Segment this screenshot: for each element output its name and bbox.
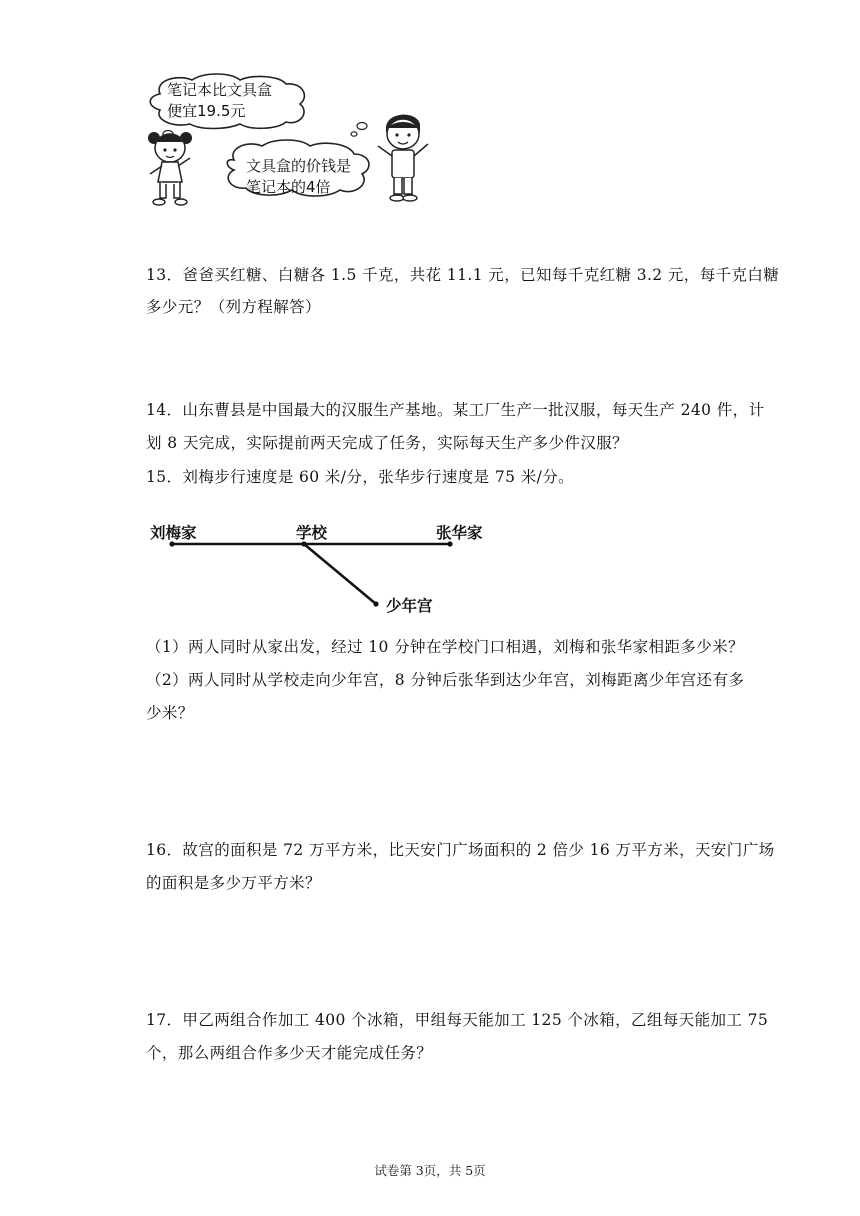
boy-speech-line-2: 笔记本的4倍 [246,178,331,196]
q16-line-2: 的面积是多少万平方米？ [146,874,321,892]
q15-sub2-line-2: 少米？ [146,704,194,722]
school-label: 学校 [296,524,328,542]
youth-palace-point [373,601,378,606]
zhanghua-home-label: 张华家 [436,524,483,542]
girl-speech-line-1: 笔记本比文具盒 [167,81,273,99]
q14-line-2: 划 8 天完成，实际提前两天完成了任务，实际每天生产多少件汉服？ [146,434,629,452]
boy-figure [378,115,428,201]
q13-line-1: 13．爸爸买红糖、白糖各 1.5 千克，共花 11.1 元，已知每千克红糖 3.2 元，每千克白糖 [146,266,780,284]
boy-speech-line-1: 文具盒的价钱是 [246,157,352,175]
road-to-youth-palace [304,544,376,604]
liumei-home-label: 刘梅家 [150,524,197,542]
q14-line-1: 14．山东曹县是中国最大的汉服生产基地。某工厂生产一批汉服，每天生产 240 件，计 [146,401,765,419]
q15-line-1: 15．刘梅步行速度是 60 米/分，张华步行速度是 75 米/分。 [146,468,575,486]
q13-line-2: 多少元？（列方程解答） [146,298,321,316]
girl-speech-line-2: 便宜19.5元 [167,102,246,120]
girl-figure [148,132,192,205]
q17-line-1: 17．甲乙两组合作加工 400 个冰箱，甲组每天能加工 125 个冰箱，乙组每天能加工 75 [146,1011,769,1029]
q15-sub2-line-1: （2）两人同时从学校走向少年宫，8 分钟后张华到达少年宫，刘梅距离少年宫还有多 [146,671,745,689]
youth-palace-label: 少年宫 [386,597,433,615]
q17-line-2: 个，那么两组合作多少天才能完成任务？ [146,1044,433,1062]
q16-line-1: 16．故宫的面积是 72 万平方米，比天安门广场面积的 2 倍少 16 万平方米，天安门广场 [146,841,775,859]
q15-sub1: （1）两人同时从家出发，经过 10 分钟在学校门口相遇，刘梅和张华家相距多少米？ [146,638,744,656]
page-footer: 试卷第 3页，共 5页 [374,1163,486,1178]
